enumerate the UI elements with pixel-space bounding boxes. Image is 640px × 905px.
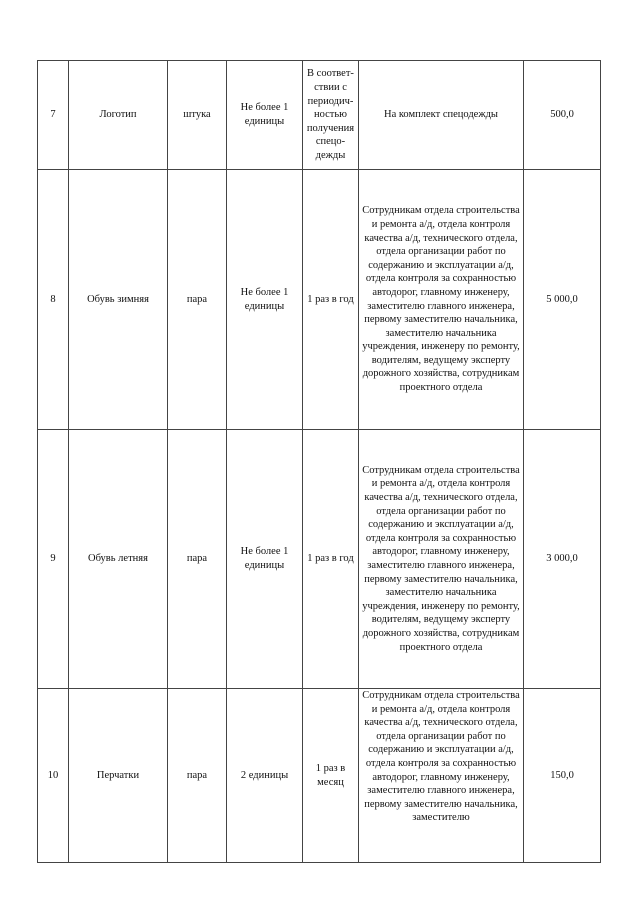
recipients-cell: На комплект спецодежды (359, 61, 524, 170)
norm-cell: Не более 1 единицы (227, 170, 303, 430)
recipients-cell: Сотрудникам отдела строительства и ремонта а/д, отдела контроля качества а/д, технического отдела, отдела организации работ по содержанию и эксплуатации а/д, отдела контроля за сохранностью автодорог, главному инженеру, заместителю главного инженера, первому заместителю начальника, заместителю начальника учреждения, инженеру по ремонту, водителям, ведущему эксперту дорожного хозяйства, сотрудникам проектного отдела (359, 430, 524, 689)
price-cell: 500,0 (524, 61, 601, 170)
recipients-cell: Сотрудникам отдела строительства и ремонта а/д, отдела контроля качества а/д, технического отдела, отдела организации работ по содержанию и эксплуатации а/д, отдела контроля за сохранностью автодорог, главному инженеру, заместителю главного инженера, первому заместителю начальника, заместителю начальника учреждения, инженеру по ремонту, водителям, ведущему эксперту дорожного хозяйства, сотрудникам проектного отдела (359, 170, 524, 430)
item-name-cell: Обувь летняя (69, 430, 168, 689)
price-cell: 5 000,0 (524, 170, 601, 430)
unit-cell: штука (168, 61, 227, 170)
frequency-cell: 1 раз в год (303, 170, 359, 430)
price-cell: 150,0 (524, 689, 601, 863)
recipients-cell: Сотрудникам отдела строительства и ремонта а/д, отдела контроля качества а/д, технического отдела, отдела организации работ по содержанию и эксплуатации а/д, отдела контроля за сохранностью автодорог, главному инженеру, заместителю главного инженера, первому заместителю начальника, заместителю (359, 689, 524, 863)
frequency-cell: В соответ-ствии с периодич-ностью получения спецо-дежды (303, 61, 359, 170)
unit-cell: пара (168, 170, 227, 430)
frequency-cell: 1 раз в год (303, 430, 359, 689)
item-name-cell: Логотип (69, 61, 168, 170)
table-row (38, 61, 601, 170)
price-cell: 3 000,0 (524, 430, 601, 689)
row-number-cell: 8 (38, 170, 69, 430)
table-row (38, 430, 601, 689)
unit-cell: пара (168, 430, 227, 689)
row-number-cell: 10 (38, 689, 69, 863)
item-name-cell: Перчатки (69, 689, 168, 863)
frequency-cell: 1 раз в месяц (303, 689, 359, 863)
workwear-norms-table (37, 60, 601, 863)
row-number-cell: 9 (38, 430, 69, 689)
unit-cell: пара (168, 689, 227, 863)
norm-cell: 2 единицы (227, 689, 303, 863)
item-name-cell: Обувь зимняя (69, 170, 168, 430)
row-number-cell: 7 (38, 61, 69, 170)
norm-cell: Не более 1 единицы (227, 430, 303, 689)
table-row (38, 689, 601, 863)
table-row (38, 170, 601, 430)
norm-cell: Не более 1 единицы (227, 61, 303, 170)
